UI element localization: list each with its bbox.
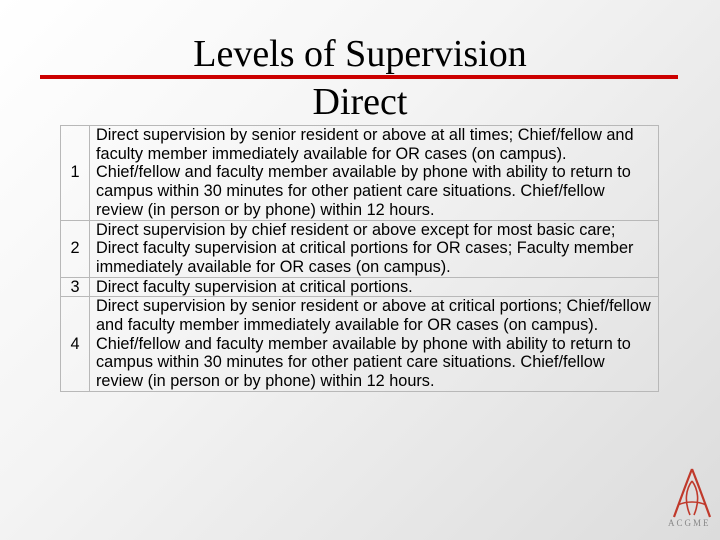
table-row: [61, 297, 659, 392]
slide-title: Levels of Supervision: [193, 33, 527, 75]
slide-subtitle: Direct: [312, 81, 408, 123]
level-number: 1: [61, 126, 90, 221]
table-row: [61, 277, 659, 297]
level-description: Direct supervision by chief resident or above except for most basic care; Direct faculty supervision at critical portions for OR cases; Faculty member immediately available for OR cases (on campus).: [90, 220, 659, 277]
level-number: 4: [61, 297, 90, 392]
level-number: 2: [61, 220, 90, 277]
table-row: [61, 220, 659, 277]
table-row: [61, 126, 659, 221]
level-description: Direct faculty supervision at critical portions.: [90, 277, 659, 297]
level-number: 3: [61, 277, 90, 297]
title-underline: [40, 75, 678, 79]
level-description: Direct supervision by senior resident or above at all times; Chief/fellow and faculty member immediately available for OR cases (on campus). Chief/fellow and faculty member available by phone with ability to return to campus within 30 minutes for other patient care situations. Chief/fellow review (in person or by phone) within 12 hours.: [90, 126, 659, 221]
supervision-levels-table: [60, 125, 659, 392]
level-description: Direct supervision by senior resident or above at critical portions; Chief/fellow and faculty member immediately available for OR cases (on campus). Chief/fellow and faculty member available by phone with ability to return to campus within 30 minutes for other patient care situations. Chief/fellow review (in person or by phone) within 12 hours.: [90, 297, 659, 392]
acgme-logo-text: ACGME: [668, 518, 711, 528]
